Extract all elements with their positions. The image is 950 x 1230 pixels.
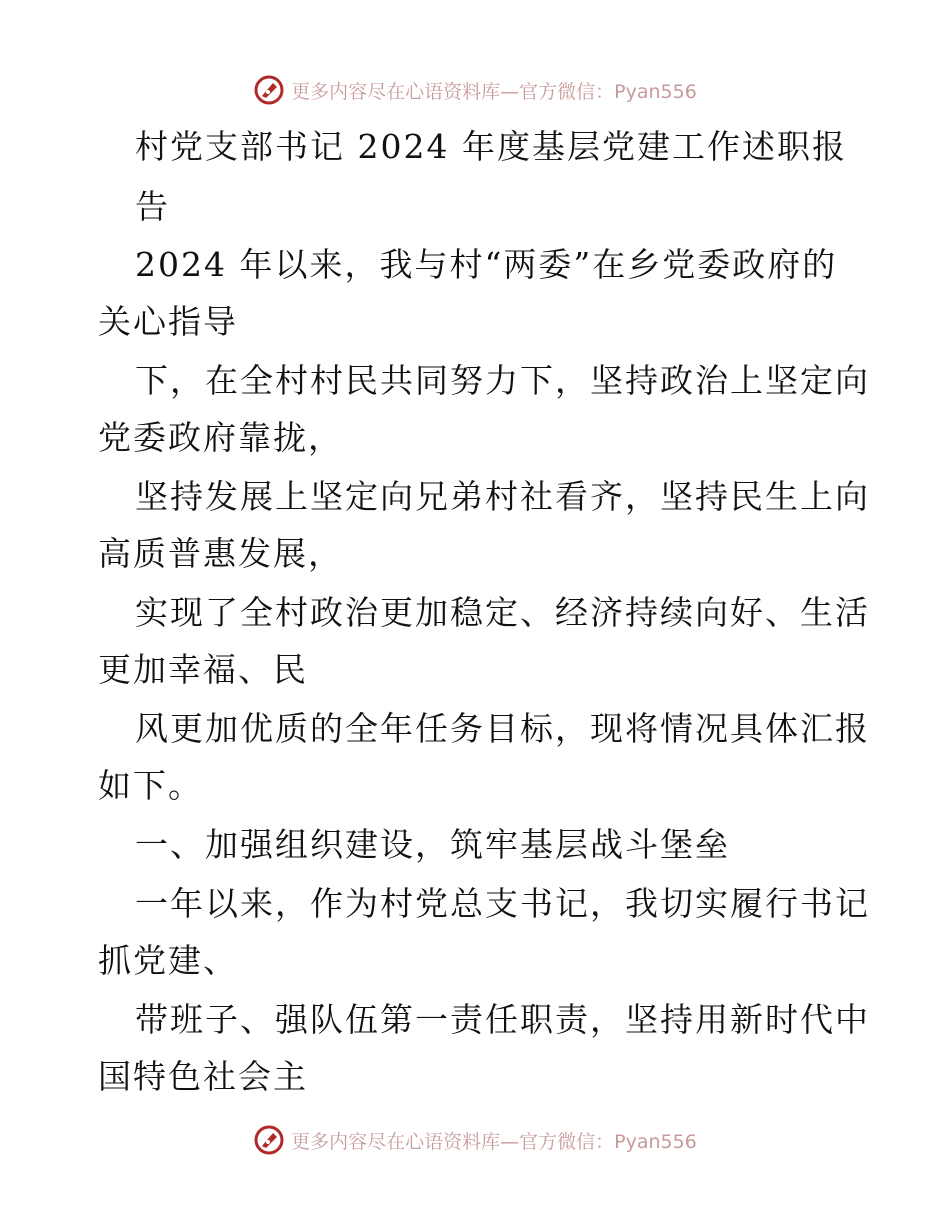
paragraph-line: 国特色社会主	[98, 1057, 308, 1096]
paragraph-line: 更加幸福、民	[98, 650, 308, 689]
pen-nib-circle-icon	[253, 74, 285, 106]
paragraph-line: 关心指导	[98, 302, 238, 341]
watermark-text: 更多内容尽在心语资料库—官方微信：Pyan556	[291, 1130, 697, 1153]
document-title-line-2: 告	[135, 187, 170, 226]
paragraph-line: 下，在全村村民共同努力下，坚持政治上坚定向	[135, 361, 870, 400]
paragraph-line: 2024 年以来，我与村“两委”在乡党委政府的	[135, 245, 838, 284]
paragraph-line: 高质普惠发展，	[98, 534, 343, 573]
pen-nib-circle-icon	[253, 1124, 285, 1156]
document-title-line-1: 村党支部书记 2024 年度基层党建工作述职报	[135, 127, 847, 166]
section-heading: 一、加强组织建设，筑牢基层战斗堡垒	[135, 825, 730, 864]
paragraph-line: 党委政府靠拢，	[98, 418, 343, 457]
paragraph-line: 实现了全村政治更加稳定、经济持续向好、生活	[135, 593, 870, 632]
paragraph-line: 风更加优质的全年任务目标，现将情况具体汇报	[135, 709, 870, 748]
paragraph-line: 抓党建、	[98, 941, 238, 980]
watermark-banner-top	[0, 70, 950, 110]
paragraph-line: 如下。	[98, 766, 203, 805]
watermark-banner-bottom	[0, 1120, 950, 1160]
paragraph-line: 坚持发展上坚定向兄弟村社看齐，坚持民生上向	[135, 477, 870, 516]
watermark-text: 更多内容尽在心语资料库—官方微信：Pyan556	[291, 80, 697, 103]
paragraph-line: 一年以来，作为村党总支书记，我切实履行书记	[135, 884, 870, 923]
paragraph-line: 带班子、强队伍第一责任职责，坚持用新时代中	[135, 1000, 870, 1039]
